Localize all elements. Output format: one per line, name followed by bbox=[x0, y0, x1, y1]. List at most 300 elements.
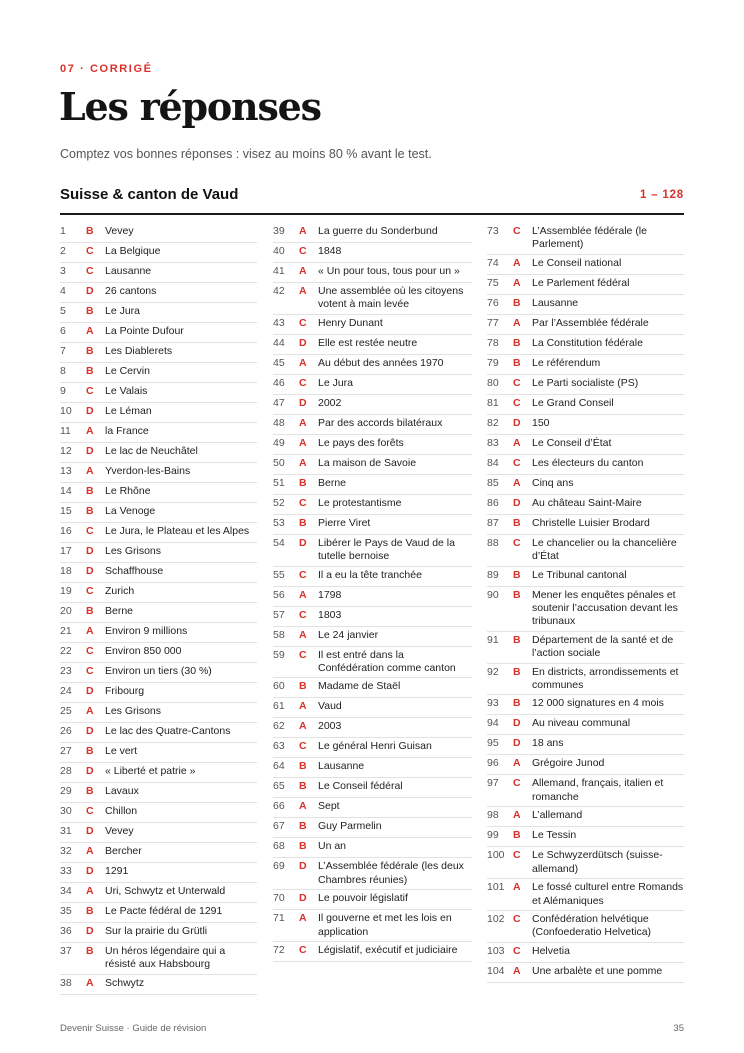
question-number: 70 bbox=[273, 892, 285, 905]
answer-row bbox=[273, 283, 472, 315]
answer-row bbox=[273, 698, 472, 718]
answer-text: Le Parlement fédéral bbox=[532, 276, 630, 289]
answer-letter: A bbox=[86, 625, 94, 637]
question-number: 58 bbox=[273, 628, 285, 641]
answer-row bbox=[487, 295, 684, 315]
answer-row bbox=[273, 890, 472, 910]
question-number: 62 bbox=[273, 720, 285, 733]
question-number: 54 bbox=[273, 536, 285, 549]
question-number: 30 bbox=[60, 805, 72, 817]
answer-text: Le Jura bbox=[318, 376, 354, 389]
answer-text: Allemand, français, italien et romanche bbox=[532, 777, 664, 803]
answer-row bbox=[273, 515, 472, 535]
question-number: 44 bbox=[273, 336, 285, 349]
answer-letter: B bbox=[86, 345, 94, 357]
answer-letter: D bbox=[299, 536, 307, 549]
answer-row bbox=[60, 823, 257, 843]
question-number: 51 bbox=[273, 476, 285, 489]
answer-text: Le général Henri Guisan bbox=[318, 740, 432, 753]
question-number: 35 bbox=[60, 905, 72, 917]
answer-text: Par des accords bilatéraux bbox=[318, 416, 443, 429]
answer-letter: C bbox=[513, 396, 521, 409]
answer-text: 12 000 signatures en 4 mois bbox=[532, 697, 664, 710]
answer-row bbox=[487, 567, 684, 587]
question-number: 52 bbox=[273, 496, 285, 509]
answer-text: L’Assemblée fédérale (les deux Chambres réunies) bbox=[318, 860, 464, 886]
answer-row bbox=[487, 515, 684, 535]
answer-text: L’Assemblée fédérale (le Parlement) bbox=[532, 225, 647, 251]
answer-row bbox=[60, 663, 257, 683]
answer-row bbox=[60, 863, 257, 883]
answer-letter: C bbox=[86, 665, 94, 677]
answer-letter: A bbox=[513, 276, 521, 289]
answer-text: la France bbox=[105, 425, 149, 437]
answer-row bbox=[487, 963, 684, 983]
answer-letter: A bbox=[513, 881, 521, 894]
answer-row bbox=[487, 632, 684, 664]
answer-letter: D bbox=[86, 925, 94, 937]
answer-row bbox=[60, 743, 257, 763]
question-number: 37 bbox=[60, 945, 72, 957]
answer-letter: A bbox=[299, 720, 307, 733]
answer-text: Le Grand Conseil bbox=[532, 396, 614, 409]
answer-letter: C bbox=[299, 944, 307, 957]
answer-letter: D bbox=[86, 565, 94, 577]
answer-text: Un héros légendaire qui a résisté aux Habsbourg bbox=[105, 945, 226, 971]
answer-row bbox=[487, 587, 684, 632]
answer-text: Le 24 janvier bbox=[318, 628, 379, 641]
answer-row bbox=[60, 923, 257, 943]
question-number: 64 bbox=[273, 760, 285, 773]
answer-letter: D bbox=[86, 725, 94, 737]
answer-letter: C bbox=[513, 777, 521, 790]
question-number: 83 bbox=[487, 436, 499, 449]
answer-row bbox=[60, 423, 257, 443]
answer-letter: D bbox=[86, 405, 94, 417]
answer-row bbox=[487, 435, 684, 455]
question-number: 72 bbox=[273, 944, 285, 957]
answer-letter: B bbox=[299, 760, 307, 773]
answer-row bbox=[60, 623, 257, 643]
answer-row bbox=[60, 723, 257, 743]
answer-letter: B bbox=[513, 665, 521, 678]
answer-row bbox=[487, 335, 684, 355]
answer-letter: C bbox=[513, 536, 521, 549]
answer-text: Le Cervin bbox=[105, 365, 150, 377]
answer-row bbox=[273, 758, 472, 778]
answer-row bbox=[60, 463, 257, 483]
answer-letter: D bbox=[86, 865, 94, 877]
answer-text: Le Schwyzerdütsch (suisse-allemand) bbox=[532, 849, 663, 875]
answer-row bbox=[60, 403, 257, 423]
answer-letter: B bbox=[513, 516, 521, 529]
answer-text: La Pointe Dufour bbox=[105, 325, 184, 337]
question-number: 2 bbox=[60, 245, 66, 257]
answer-row bbox=[273, 335, 472, 355]
answer-letter: C bbox=[513, 456, 521, 469]
answer-text: Vevey bbox=[105, 825, 134, 837]
answer-text: Lavaux bbox=[105, 785, 139, 797]
question-number: 94 bbox=[487, 717, 499, 730]
answer-row bbox=[487, 535, 684, 567]
answer-row bbox=[487, 715, 684, 735]
answer-column-2 bbox=[273, 223, 472, 962]
answer-letter: B bbox=[86, 505, 94, 517]
answer-text: Confédération helvétique (Confoederatio Helvetica) bbox=[532, 912, 652, 939]
answer-text: Le Jura bbox=[105, 305, 141, 317]
answer-row bbox=[273, 315, 472, 335]
question-number: 48 bbox=[273, 416, 285, 429]
question-number: 49 bbox=[273, 436, 285, 449]
answer-row bbox=[273, 627, 472, 647]
answer-text: 18 ans bbox=[532, 737, 564, 750]
answer-letter: B bbox=[513, 568, 521, 581]
answer-row bbox=[487, 807, 684, 827]
question-number: 69 bbox=[273, 860, 285, 873]
answer-row bbox=[60, 975, 257, 995]
question-number: 43 bbox=[273, 316, 285, 329]
answer-letter: C bbox=[86, 265, 94, 277]
answer-letter: B bbox=[299, 516, 307, 529]
answer-letter: B bbox=[299, 680, 307, 693]
answer-row bbox=[487, 315, 684, 335]
question-number: 16 bbox=[60, 525, 72, 537]
answer-letter: C bbox=[299, 740, 307, 753]
answer-text: Le Jura, le Plateau et les Alpes bbox=[105, 525, 250, 537]
question-number: 27 bbox=[60, 745, 72, 757]
answer-text: Le vert bbox=[105, 745, 138, 757]
answer-text: Bercher bbox=[105, 845, 142, 857]
question-number: 102 bbox=[487, 912, 505, 925]
intro-text: Comptez vos bonnes réponses : visez au moins 80 % avant le test. bbox=[60, 147, 432, 161]
answer-row bbox=[273, 738, 472, 758]
answer-text: Le Pacte fédéral de 1291 bbox=[105, 905, 223, 917]
answer-letter: B bbox=[513, 296, 521, 309]
answer-text: Environ 9 millions bbox=[105, 625, 188, 637]
section-title: Suisse & canton de Vaud bbox=[60, 186, 239, 203]
answer-text: En districts, arrondissements et communes bbox=[532, 665, 679, 692]
question-number: 19 bbox=[60, 585, 72, 597]
answer-letter: A bbox=[299, 912, 307, 925]
question-number: 5 bbox=[60, 305, 66, 317]
answer-row bbox=[273, 395, 472, 415]
answer-letter: B bbox=[299, 476, 307, 489]
answer-row bbox=[487, 695, 684, 715]
answer-letter: D bbox=[86, 685, 94, 697]
question-number: 89 bbox=[487, 568, 499, 581]
answer-letter: A bbox=[299, 285, 307, 297]
answer-row bbox=[60, 243, 257, 263]
answer-row bbox=[273, 243, 472, 263]
question-number: 74 bbox=[487, 256, 499, 269]
answer-row bbox=[273, 718, 472, 738]
question-number: 28 bbox=[60, 765, 72, 777]
answer-text: Le Parti socialiste (PS) bbox=[532, 376, 639, 389]
answer-letter: A bbox=[513, 436, 521, 449]
answer-letter: A bbox=[86, 976, 94, 989]
answer-text: Le lac de Neuchâtel bbox=[105, 445, 198, 457]
answer-row bbox=[273, 942, 472, 962]
answer-text: Une arbalète et une pomme bbox=[532, 964, 663, 977]
answer-row bbox=[60, 703, 257, 723]
page-title: Les réponses bbox=[59, 84, 321, 129]
answer-letter: B bbox=[86, 485, 94, 497]
answer-text: Lausanne bbox=[318, 760, 365, 773]
answer-text: Les Grisons bbox=[105, 705, 162, 717]
answer-row bbox=[60, 303, 257, 323]
answer-letter: D bbox=[299, 336, 307, 349]
answer-row bbox=[60, 523, 257, 543]
answer-letter: C bbox=[299, 648, 307, 661]
question-number: 14 bbox=[60, 485, 72, 497]
answer-column-1 bbox=[60, 223, 257, 995]
answer-text: « Liberté et patrie » bbox=[105, 765, 196, 777]
answer-row bbox=[273, 355, 472, 375]
answer-text: Uri, Schwytz et Unterwald bbox=[105, 885, 226, 897]
answer-letter: C bbox=[86, 385, 94, 397]
answer-letter: B bbox=[86, 745, 94, 757]
answer-text: Sur la prairie du Grütli bbox=[105, 925, 208, 937]
answer-row bbox=[60, 543, 257, 563]
question-number: 57 bbox=[273, 608, 285, 621]
answer-text: Un an bbox=[318, 840, 347, 853]
question-number: 96 bbox=[487, 757, 499, 770]
answer-letter: C bbox=[513, 944, 521, 957]
answer-row bbox=[487, 395, 684, 415]
answer-text: Le Tessin bbox=[532, 829, 577, 842]
question-number: 36 bbox=[60, 925, 72, 937]
answer-text: L’allemand bbox=[532, 809, 583, 822]
answer-row bbox=[273, 495, 472, 515]
answer-letter: A bbox=[86, 705, 94, 717]
question-number: 9 bbox=[60, 385, 66, 397]
answer-letter: B bbox=[513, 633, 521, 646]
answer-text: 1803 bbox=[318, 608, 342, 621]
answer-text: « Un pour tous, tous pour un » bbox=[318, 265, 460, 277]
question-number: 47 bbox=[273, 396, 285, 409]
answer-letter: C bbox=[299, 608, 307, 621]
answer-row bbox=[60, 443, 257, 463]
question-number: 76 bbox=[487, 296, 499, 309]
answer-text: Guy Parmelin bbox=[318, 820, 382, 833]
answer-row bbox=[487, 275, 684, 295]
question-number: 67 bbox=[273, 820, 285, 833]
question-number: 79 bbox=[487, 356, 499, 369]
answer-row bbox=[60, 223, 257, 243]
answer-text: Environ un tiers (30 %) bbox=[105, 665, 212, 677]
question-number: 41 bbox=[273, 265, 285, 277]
answer-row bbox=[273, 435, 472, 455]
question-number: 39 bbox=[273, 225, 285, 237]
page-number: 35 bbox=[673, 1023, 684, 1034]
question-number: 20 bbox=[60, 605, 72, 617]
question-number: 10 bbox=[60, 405, 72, 417]
answer-row bbox=[60, 263, 257, 283]
answer-text: Henry Dunant bbox=[318, 316, 383, 329]
answer-row bbox=[60, 383, 257, 403]
answer-row bbox=[273, 838, 472, 858]
question-number: 3 bbox=[60, 265, 66, 277]
question-number: 56 bbox=[273, 588, 285, 601]
answer-row bbox=[273, 535, 472, 567]
answer-letter: D bbox=[299, 396, 307, 409]
answer-row bbox=[487, 827, 684, 847]
question-number: 25 bbox=[60, 705, 72, 717]
answer-text: Les Diablerets bbox=[105, 345, 173, 357]
answer-text: Berne bbox=[318, 476, 347, 489]
answer-text: Les Grisons bbox=[105, 545, 162, 557]
answer-row bbox=[273, 587, 472, 607]
answer-text: Le Conseil d’État bbox=[532, 436, 612, 449]
answer-text: Fribourg bbox=[105, 685, 145, 697]
answer-letter: C bbox=[86, 245, 94, 257]
answer-text: Yverdon-les-Bains bbox=[105, 465, 191, 477]
question-number: 97 bbox=[487, 777, 499, 790]
answer-text: Christelle Luisier Brodard bbox=[532, 516, 650, 529]
question-number: 46 bbox=[273, 376, 285, 389]
answer-letter: D bbox=[86, 545, 94, 557]
answer-letter: C bbox=[86, 645, 94, 657]
answer-text: Législatif, exécutif et judiciaire bbox=[318, 944, 458, 957]
answer-text: Lausanne bbox=[105, 265, 152, 277]
answer-row bbox=[487, 847, 684, 879]
answer-text: Le Rhône bbox=[105, 485, 151, 497]
answer-text: Le fossé culturel entre Romands et Alémaniques bbox=[532, 881, 684, 907]
answer-letter: A bbox=[86, 425, 94, 437]
answer-text: Le protestantisme bbox=[318, 496, 402, 509]
answer-text: Schwytz bbox=[105, 976, 145, 989]
question-number: 98 bbox=[487, 809, 499, 822]
answer-row bbox=[60, 583, 257, 603]
answer-letter: B bbox=[86, 785, 94, 797]
answer-text: Vaud bbox=[318, 700, 342, 713]
answer-text: Il est entré dans la Confédération comme canton bbox=[318, 648, 456, 675]
answer-text: Au château Saint-Maire bbox=[532, 496, 642, 509]
question-number: 7 bbox=[60, 345, 66, 357]
answer-letter: C bbox=[513, 849, 521, 862]
answer-text: 150 bbox=[532, 416, 550, 429]
question-number: 81 bbox=[487, 396, 499, 409]
question-number: 29 bbox=[60, 785, 72, 797]
question-number: 24 bbox=[60, 685, 72, 697]
question-number: 77 bbox=[487, 316, 499, 329]
answer-letter: C bbox=[299, 316, 307, 329]
answer-letter: A bbox=[86, 325, 94, 337]
answer-letter: B bbox=[299, 840, 307, 853]
section-range: 1 – 128 bbox=[640, 189, 684, 201]
answer-letter: B bbox=[513, 829, 521, 842]
answer-letter: C bbox=[299, 376, 307, 389]
answer-text: Une assemblée où les citoyens votent à main levée bbox=[318, 285, 464, 311]
answer-letter: A bbox=[299, 356, 307, 369]
question-number: 15 bbox=[60, 505, 72, 517]
answer-row bbox=[487, 735, 684, 755]
question-number: 101 bbox=[487, 881, 505, 894]
question-number: 88 bbox=[487, 536, 499, 549]
answer-row bbox=[60, 643, 257, 663]
answer-row bbox=[487, 943, 684, 963]
answer-row bbox=[487, 495, 684, 515]
answer-row bbox=[60, 363, 257, 383]
answer-letter: C bbox=[299, 245, 307, 257]
answer-row bbox=[487, 455, 684, 475]
answer-letter: B bbox=[86, 225, 94, 237]
answer-text: Helvetia bbox=[532, 944, 570, 957]
answer-text: Le pays des forêts bbox=[318, 436, 404, 449]
answer-letter: B bbox=[513, 356, 521, 369]
answer-row bbox=[60, 803, 257, 823]
answer-text: 1291 bbox=[105, 865, 129, 877]
answer-letter: C bbox=[513, 225, 521, 237]
question-number: 82 bbox=[487, 416, 499, 429]
question-number: 59 bbox=[273, 648, 285, 661]
answer-text: Le Tribunal cantonal bbox=[532, 568, 627, 581]
answer-row bbox=[487, 415, 684, 435]
answer-text: 2002 bbox=[318, 396, 342, 409]
question-number: 6 bbox=[60, 325, 66, 337]
question-number: 93 bbox=[487, 697, 499, 710]
answer-letter: D bbox=[86, 825, 94, 837]
answer-letter: D bbox=[513, 737, 521, 750]
answer-letter: A bbox=[513, 809, 521, 822]
answer-row bbox=[60, 483, 257, 503]
question-number: 34 bbox=[60, 885, 72, 897]
question-number: 8 bbox=[60, 365, 66, 377]
answer-letter: D bbox=[299, 860, 307, 873]
answer-text: Schaffhouse bbox=[105, 565, 164, 577]
question-number: 95 bbox=[487, 737, 499, 750]
question-number: 32 bbox=[60, 845, 72, 857]
answer-text: Mener les enquêtes pénales et soutenir l’accusation devant les tribunaux bbox=[532, 588, 678, 628]
answer-text: 26 cantons bbox=[105, 285, 157, 297]
question-number: 17 bbox=[60, 545, 72, 557]
answer-letter: B bbox=[299, 820, 307, 833]
answer-text: La Belgique bbox=[105, 245, 161, 257]
answer-letter: A bbox=[513, 256, 521, 269]
answer-row bbox=[60, 783, 257, 803]
question-number: 85 bbox=[487, 476, 499, 489]
question-number: 26 bbox=[60, 725, 72, 737]
answer-text: 1798 bbox=[318, 588, 342, 601]
question-number: 78 bbox=[487, 336, 499, 349]
section-header bbox=[60, 185, 684, 215]
answer-row bbox=[487, 255, 684, 275]
answer-letter: B bbox=[513, 697, 521, 710]
answer-row bbox=[273, 798, 472, 818]
answer-text: Lausanne bbox=[532, 296, 579, 309]
question-number: 45 bbox=[273, 356, 285, 369]
answer-text: Zurich bbox=[105, 585, 135, 597]
answer-row bbox=[273, 223, 472, 243]
answer-letter: A bbox=[86, 845, 94, 857]
answer-row bbox=[273, 455, 472, 475]
question-number: 1 bbox=[60, 225, 66, 237]
answer-text: Sept bbox=[318, 800, 340, 813]
answer-letter: B bbox=[86, 605, 94, 617]
answer-text: Au début des années 1970 bbox=[318, 356, 444, 369]
answer-letter: A bbox=[299, 265, 307, 277]
question-number: 66 bbox=[273, 800, 285, 813]
answer-row bbox=[273, 647, 472, 679]
question-number: 68 bbox=[273, 840, 285, 853]
answer-text: Il a eu la tête tranchée bbox=[318, 568, 422, 581]
question-number: 75 bbox=[487, 276, 499, 289]
answer-text: 1848 bbox=[318, 245, 342, 257]
question-number: 61 bbox=[273, 700, 285, 713]
question-number: 33 bbox=[60, 865, 72, 877]
question-number: 42 bbox=[273, 285, 285, 297]
question-number: 22 bbox=[60, 645, 72, 657]
